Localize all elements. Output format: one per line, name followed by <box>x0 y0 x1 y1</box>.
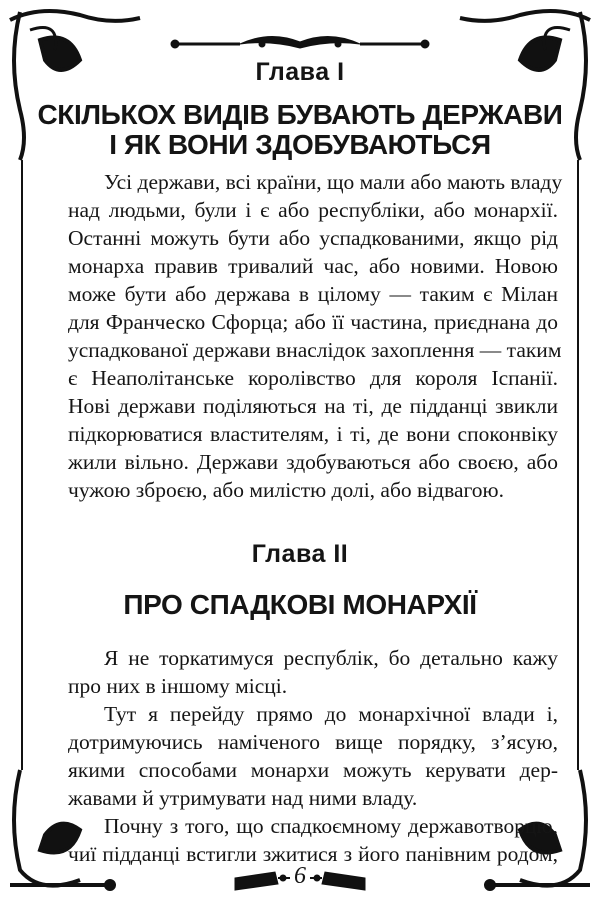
chapter-1-title-line: СКІЛЬКОХ ВИДІВ БУВАЮТЬ ДЕРЖАВИ <box>37 99 563 130</box>
text-line: жавами й утримувати над ними владу. <box>68 786 418 810</box>
text-line: підкорюватися властителям, і ті, де вони споконвіку <box>68 422 558 446</box>
text-line: Нові держави поділяються на ті, де підданці звикли <box>68 394 558 418</box>
text-line: чиї підданці встигли зжитися з його панівним родом, <box>68 842 558 866</box>
text-line: про них в іншому місці. <box>68 674 288 698</box>
text-line: може бути або держава в цілому — таким є Мілан <box>68 282 558 306</box>
text-line: якими способами монархи можуть керувати дер- <box>68 758 558 782</box>
chapter-2-heading: Глава ІІ <box>251 540 349 568</box>
chapter-2-title: ПРО СПАДКОВІ МОНАРХІЇ <box>123 589 477 620</box>
text-line: Я не торкатимуся республік, бо детально кажу <box>104 646 558 670</box>
text-line: монарха правив тривалий час, або новими. Новою <box>68 254 558 278</box>
text-line: дотримуючись наміченого вище порядку, з’ясую, <box>68 730 558 754</box>
text-line: є Неаполітанське королівство для короля Іспанії. <box>68 366 558 390</box>
text-line: Останні можуть бути або успадкованими, якщо рід <box>68 226 558 250</box>
text-line: над людьми, були і є або республіки, або монархії. <box>68 198 558 222</box>
text-line: чужою зброєю, або милістю долі, або відвагою. <box>68 478 504 502</box>
chapter-1-paragraph <box>68 168 563 504</box>
chapter-1-heading: Глава І <box>255 58 345 86</box>
chapter-1-title <box>0 100 600 160</box>
text-line: Тут я перейду прямо до монархічної влади і, <box>104 702 558 726</box>
chapter-1-title-line: І ЯК ВОНИ ЗДОБУВАЮТЬСЯ <box>109 129 491 160</box>
text-line: успадкованої держави внаслідок захоплення — таким <box>68 338 562 362</box>
top-flourish <box>171 36 429 48</box>
chapter-2-paragraph <box>68 644 558 868</box>
text-line: для Франческо Сфорца; або її частина, приєднана до <box>68 310 558 334</box>
page-number: 6 <box>294 863 306 889</box>
text-line: Усі держави, всі країни, що мали або мають владу <box>104 170 563 194</box>
text-line: жили вільно. Держави здобуваються або своєю, або <box>68 450 558 474</box>
text-line: Почну з того, що спадкоємному державотворцю, <box>104 814 558 838</box>
